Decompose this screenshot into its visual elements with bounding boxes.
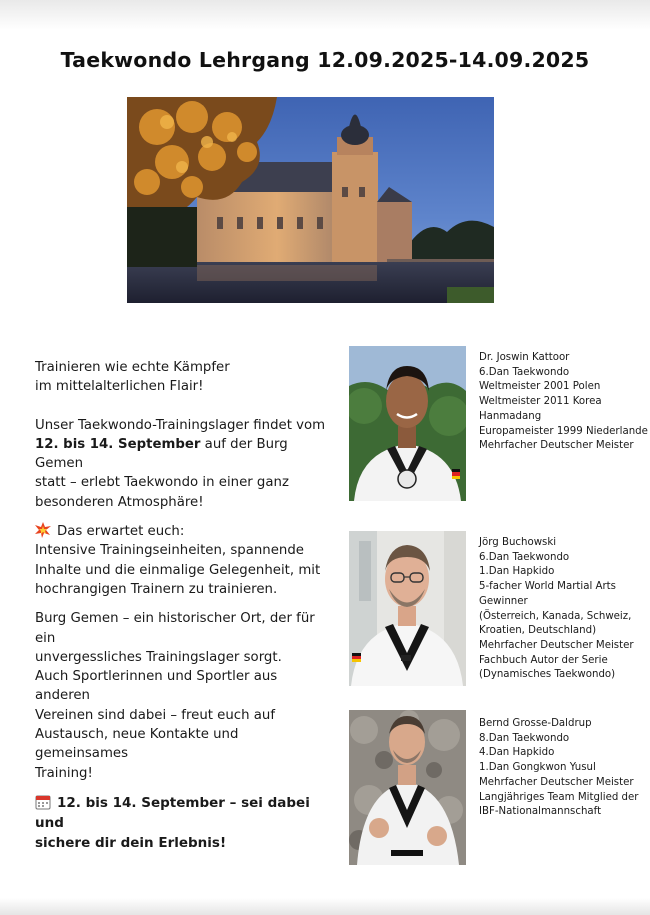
bio-line: (Dynamisches Taekwondo): [479, 669, 616, 681]
expect-heading-text: Das erwartet euch:: [57, 524, 185, 540]
trainer-photo-2: [349, 531, 466, 686]
bio-line: IBF-Nationalmannschaft: [479, 806, 602, 818]
camp-text-end: besonderen Atmosphäre!: [35, 494, 204, 510]
top-shade: [0, 0, 650, 30]
bio-line: 1.Dan Gongkwon Yusul: [479, 762, 596, 774]
bio-line: Europameister 1999 Niederlande: [479, 425, 648, 437]
trainer-bio-3: [479, 717, 649, 820]
calendar-icon: [35, 794, 51, 810]
bio-line: Kroatien, Deutschland): [479, 625, 597, 637]
trainer-photo-1: [349, 346, 466, 501]
bio-line: Dr. Joswin Kattoor: [479, 352, 570, 363]
bio-line: Hanmadang: [479, 410, 542, 422]
bottom-shade: [0, 898, 650, 915]
bio-line: Mehrfacher Deutscher Meister: [479, 639, 634, 651]
bio-line: Mehrfacher Deutscher Meister: [479, 776, 634, 788]
trainer-photo-3: [349, 710, 466, 865]
camp-text-end: statt – erlebt Taekwondo in einer ganz: [35, 475, 289, 491]
burg-line: Burg Gemen – ein historischer Ort, der für ein: [35, 611, 315, 646]
bio-line: (Österreich, Kanada, Schweiz,: [479, 610, 632, 622]
bio-line: 5-facher World Martial Arts: [479, 581, 616, 593]
bio-line: Langjähriges Team Mitglied der: [479, 791, 639, 803]
burg-line: Auch Sportlerinnen und Sportler aus anderen: [35, 669, 278, 704]
final-line: sichere dir dein Erlebnis!: [35, 834, 227, 851]
final-callout: [35, 793, 335, 853]
bio-line: Bernd Grosse-Daldrup: [479, 718, 592, 729]
camp-text-start: Unser Taekwondo-Trainingslager findet vom: [35, 417, 326, 433]
burg-line: Training!: [35, 765, 93, 781]
burg-line: unvergessliches Trainingslager sorgt.: [35, 649, 282, 665]
collision-icon: [35, 522, 51, 538]
camp-text-mid: auf der Burg Gemen: [35, 436, 288, 472]
bio-line: Weltmeister 2001 Polen: [479, 381, 601, 393]
trainer-bio-2: [479, 536, 649, 683]
expect-line: Intensive Trainingseinheiten, spannende: [35, 543, 304, 559]
burg-line: Vereinen sind dabei – freut euch auf: [35, 707, 276, 723]
castle-photo: [127, 97, 494, 303]
expect-line: hochrangigen Trainern zu trainieren.: [35, 581, 278, 597]
bio-line: 4.Dan Hapkido: [479, 747, 555, 759]
page-title: Taekwondo Lehrgang 12.09.2025-14.09.2025: [60, 48, 590, 72]
bio-line: Weltmeister 2011 Korea: [479, 396, 602, 408]
bio-line: Mehrfacher Deutscher Meister: [479, 440, 634, 452]
bio-line: 6.Dan Taekwondo: [479, 551, 570, 563]
bio-line: Fachbuch Autor der Serie: [479, 654, 608, 666]
expect-heading: [35, 522, 335, 541]
bio-line: Gewinner: [479, 595, 528, 607]
camp-text: [35, 416, 335, 512]
bio-line: 8.Dan Taekwondo: [479, 732, 570, 744]
intro-line: Trainieren wie echte Kämpfer: [35, 360, 230, 375]
intro-line: im mittelalterlichen Flair!: [35, 379, 204, 395]
trainer-bio-1: [479, 351, 649, 454]
bio-line: Jörg Buchowski: [479, 537, 557, 548]
expect-line: Inhalte und die einmalige Gelegenheit, mit: [35, 562, 321, 578]
burg-line: Austausch, neue Kontakte und gemeinsames: [35, 727, 239, 762]
bio-line: 1.Dan Hapkido: [479, 566, 555, 578]
final-line: 12. bis 14. September – sei dabei und: [35, 794, 310, 831]
camp-date-highlight: 12. bis 14. September: [35, 436, 201, 452]
bio-line: 6.Dan Taekwondo: [479, 366, 570, 378]
description-column: [35, 358, 335, 853]
